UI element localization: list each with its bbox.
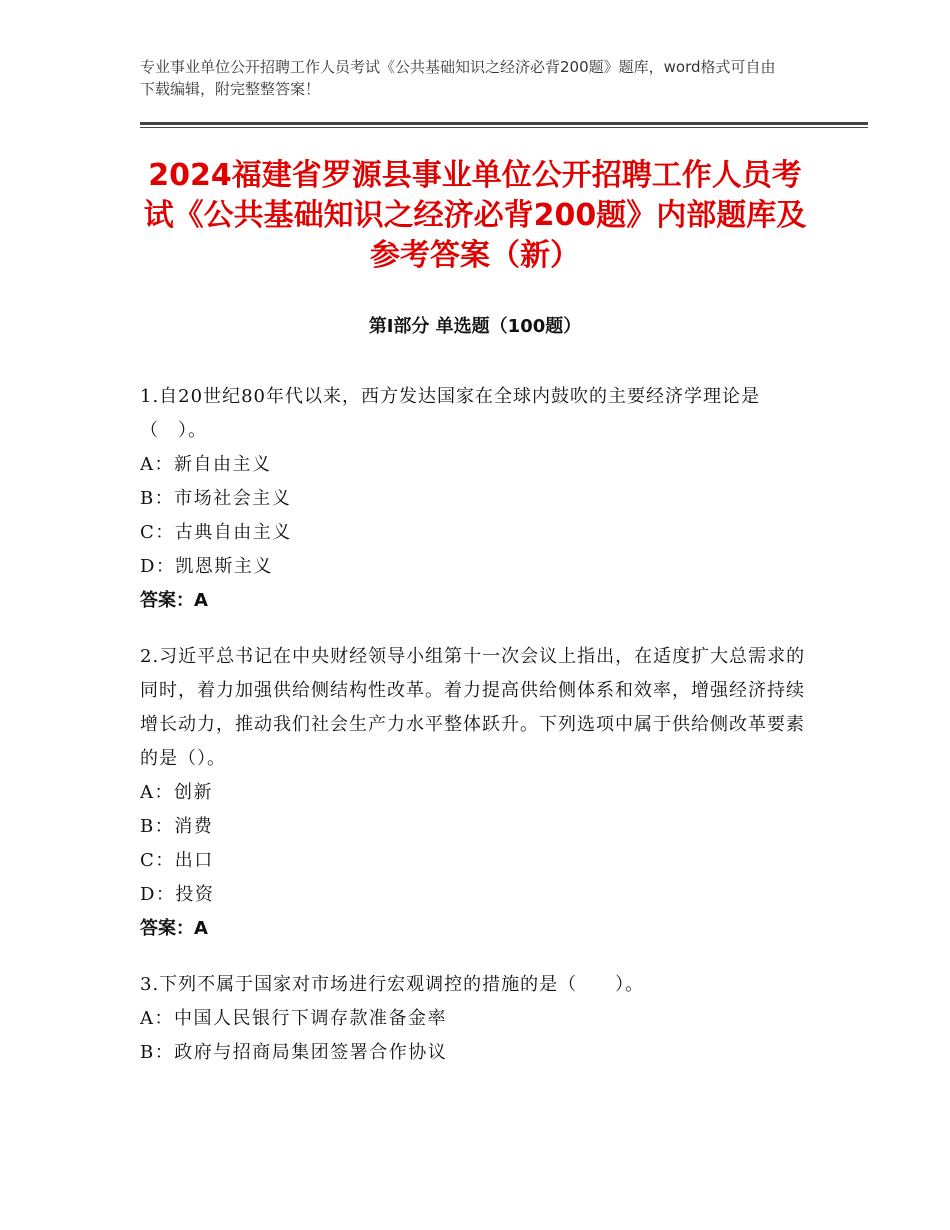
question-option-c: C：出口 [140, 850, 214, 871]
question-option-a: A：创新 [140, 782, 213, 803]
question-answer: 答案：A [140, 918, 208, 939]
question-option-d: D：投资 [140, 884, 215, 905]
question-stem: 3.下列不属于国家对市场进行宏观调控的措施的是（ ）。 [140, 974, 645, 995]
question-list [140, 380, 810, 1092]
header-note: 专业事业单位公开招聘工作人员考试《公共基础知识之经济必背200题》题库，word格式可自由下载编辑，附完整整答案！ [140, 58, 776, 98]
header-rule-thick [140, 122, 868, 125]
question-3 [140, 968, 810, 1070]
question-option-b: B：市场社会主义 [140, 488, 292, 509]
question-stem: 1.自20世纪80年代以来，西方发达国家在全球内鼓吹的主要经济学理论是（ ）。 [140, 386, 760, 441]
question-option-c: C：古典自由主义 [140, 522, 292, 543]
question-option-b: B：消费 [140, 816, 214, 837]
question-option-a: A：新自由主义 [140, 454, 272, 475]
header-rule-thin [140, 127, 868, 128]
question-stem: 2.习近平总书记在中央财经领导小组第十一次会议上指出，在适度扩大总需求的同时，着力加强供给侧结构性改革。着力提高供给侧体系和效率，增强经济持续增长动力，推动我们社会生产力水平整体跃升。下列选项中属于供给侧改革要素的是（）。 [140, 646, 806, 769]
document-title: 2024福建省罗源县事业单位公开招聘工作人员考试《公共基础知识之经济必背200题》内部题库及参考答案（新） [143, 158, 807, 273]
question-option-b: B：政府与招商局集团签署合作协议 [140, 1042, 448, 1063]
question-2 [140, 640, 810, 946]
question-option-d: D：凯恩斯主义 [140, 556, 273, 577]
question-answer: 答案：A [140, 590, 208, 611]
question-1 [140, 380, 810, 618]
question-option-a: A：中国人民银行下调存款准备金率 [140, 1008, 447, 1029]
section-title: 第Ⅰ部分 单选题（100题） [368, 316, 582, 337]
